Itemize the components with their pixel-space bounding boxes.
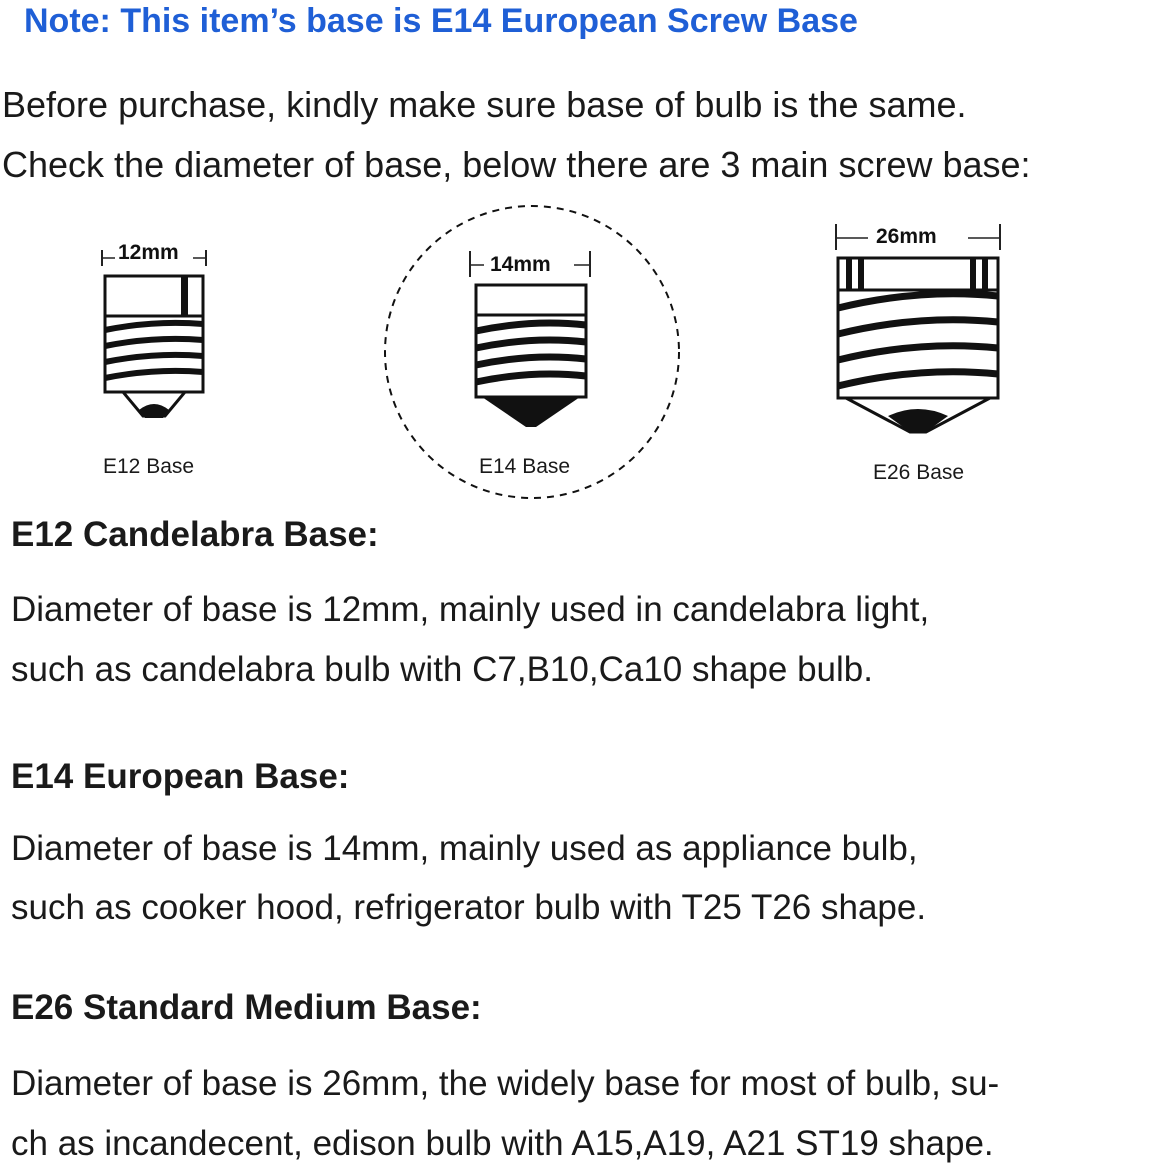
e14-section-heading: E14 European Base: [11, 757, 350, 796]
e14-dimension-label: 14mm [490, 253, 551, 276]
e12-description-line-1: Diameter of base is 12mm, mainly used in candelabra light, [11, 590, 930, 629]
intro-line-2: Check the diameter of base, below there are 3 main screw base: [2, 144, 1031, 185]
e26-base-illustration [830, 218, 1010, 438]
intro-line-1: Before purchase, kindly make sure base of bulb is the same. [2, 84, 967, 125]
e12-description-line-2: such as candelabra bulb with C7,B10,Ca10 shape bulb. [11, 650, 873, 689]
e26-caption: E26 Base [873, 461, 965, 484]
e12-caption: E12 Base [103, 455, 195, 478]
e26-description-line-1: Diameter of base is 26mm, the widely base for most of bulb, su- [11, 1064, 1000, 1103]
note-title: Note: This item’s base is E14 European Screw Base [24, 2, 858, 40]
e26-section-heading: E26 Standard Medium Base: [11, 988, 482, 1027]
e12-section-heading: E12 Candelabra Base: [11, 515, 379, 554]
e12-base-illustration [95, 240, 215, 430]
e12-dimension-label: 12mm [118, 241, 179, 264]
e14-description-line-1: Diameter of base is 14mm, mainly used as appliance bulb, [11, 829, 918, 868]
e14-caption: E14 Base [479, 455, 571, 478]
e26-description-line-2: ch as incandecent, edison bulb with A15,A19, A21 ST19 shape. [11, 1124, 994, 1163]
e14-description-line-2: such as cooker hood, refrigerator bulb with T25 T26 shape. [11, 888, 927, 927]
e26-dimension-label: 26mm [876, 225, 937, 248]
